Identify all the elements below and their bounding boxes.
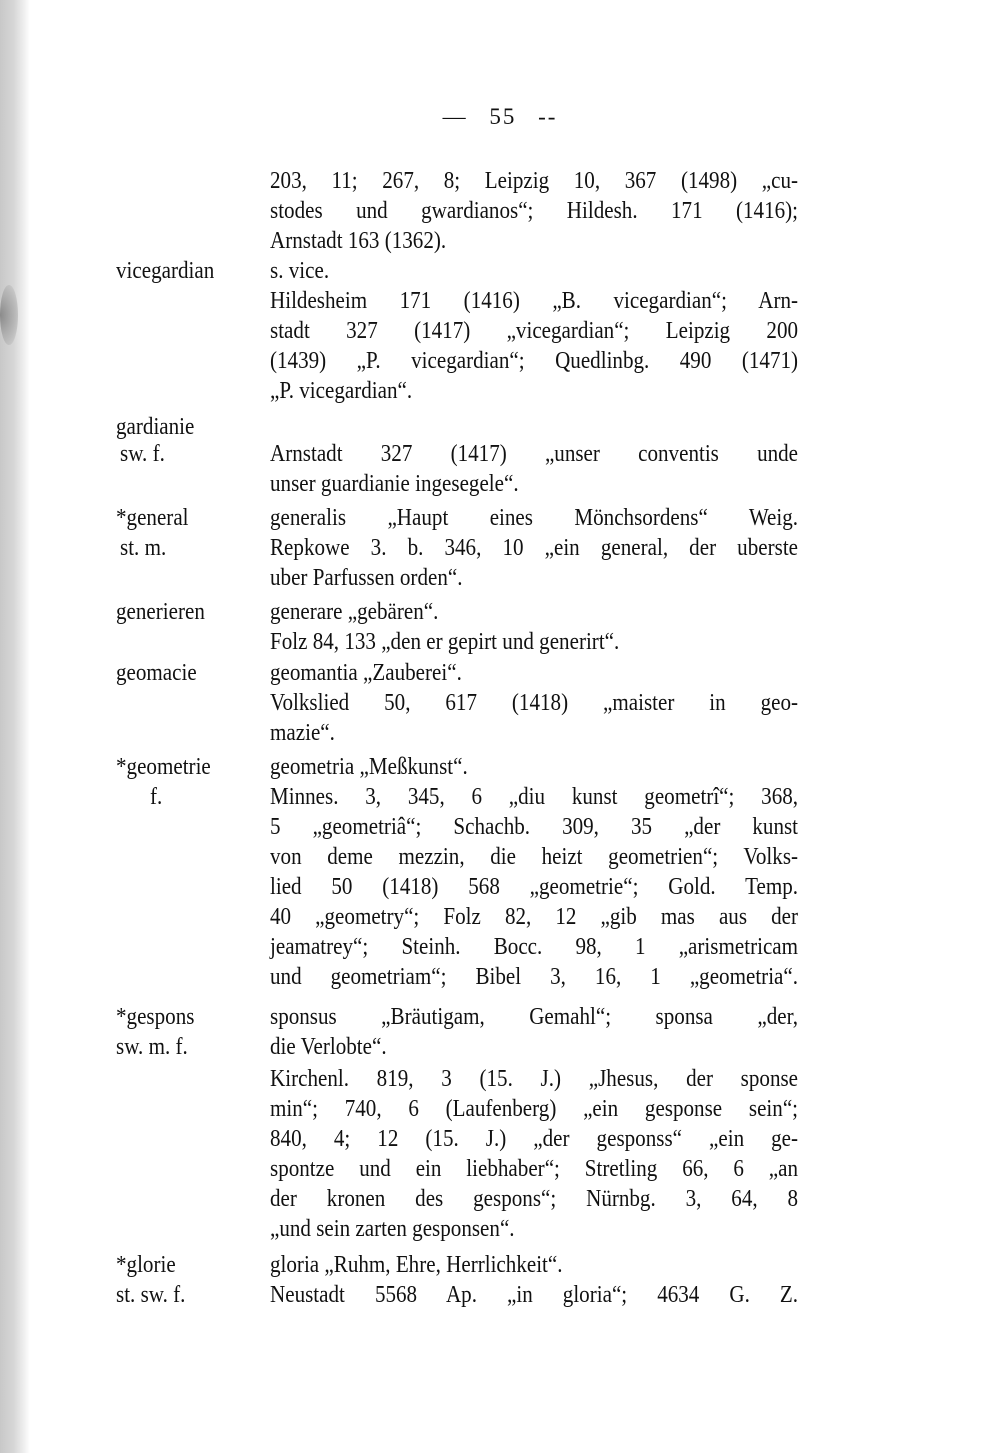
entry-line: jeamatrey“; Steinh. Bocc. 98, 1 „arismetricam xyxy=(270,933,799,960)
entry-line: mazie“. xyxy=(270,719,335,746)
entry-lemma: *general xyxy=(116,504,189,531)
entry-lemma: *geometrie xyxy=(116,753,211,780)
entry-line: und geometriam“; Bibel 3, 16, 1 „geometria“. xyxy=(270,963,799,990)
continuation-line: 203, 11; 267, 8; Leipzig 10, 367 (1498) „cu- xyxy=(270,167,799,194)
entry-line: Hildesheim 171 (1416) „B. vicegardian“; Arn- xyxy=(270,287,799,314)
continuation-line: Arnstadt 163 (1362). xyxy=(270,227,447,254)
entry-line: unser guardianie ingesegele“. xyxy=(270,470,519,497)
entry-line: Repkowe 3. b. 346, 10 „ein general, der uberste xyxy=(270,534,799,561)
entry-grammar: sw. f. xyxy=(120,440,165,467)
header-dash-left: — xyxy=(442,104,468,129)
entry-line: Minnes. 3, 345, 6 „diu kunst geometrî“; 368, xyxy=(270,783,799,810)
entry-line: von deme mezzin, die heizt geometrien“; Volks- xyxy=(270,843,799,870)
entry-line: uber Parfussen orden“. xyxy=(270,564,463,591)
entry-line: gloria „Ruhm, Ehre, Herrlichkeit“. xyxy=(270,1251,563,1278)
entry-line: s. vice. xyxy=(270,257,330,284)
scan-edge-shadow xyxy=(0,0,30,1453)
page-number: 55 xyxy=(489,104,517,129)
entry-line: „P. vicegardian“. xyxy=(270,377,413,404)
scan-edge-blot xyxy=(0,285,18,345)
entry-line: sponsus „Bräutigam, Gemahl“; sponsa „der, xyxy=(270,1003,799,1030)
entry-line: Arnstadt 327 (1417) „unser conventis unde xyxy=(270,440,799,467)
entry-line: die Verlobte“. xyxy=(270,1033,387,1060)
continuation-line: stodes und gwardianos“; Hildesh. 171 (1416); xyxy=(270,197,799,224)
entry-lemma: gardianie xyxy=(116,413,195,440)
entry-line: generalis „Haupt eines Mönchsordens“ Weig. xyxy=(270,504,799,531)
entry-line: min“; 740, 6 (Laufenberg) „ein gesponse sein“; xyxy=(270,1095,799,1122)
entry-line: der kronen des gespons“; Nürnbg. 3, 64, 8 xyxy=(270,1185,799,1212)
entry-line: „und sein zarten gesponsen“. xyxy=(270,1215,515,1242)
entry-line: Kirchenl. 819, 3 (15. J.) „Jhesus, der sponse xyxy=(270,1065,799,1092)
header-dash-right: -- xyxy=(538,104,558,129)
entry-grammar: sw. m. f. xyxy=(116,1033,188,1060)
entry-line: lied 50 (1418) 568 „geometrie“; Gold. Temp. xyxy=(270,873,799,900)
entry-line: (1439) „P. vicegardian“; Quedlinbg. 490 (1471) xyxy=(270,347,799,374)
entry-grammar: f. xyxy=(150,783,163,810)
page-header xyxy=(0,104,1000,130)
entry-lemma: vicegardian xyxy=(116,257,215,284)
entry-grammar: st. sw. f. xyxy=(116,1281,186,1308)
entry-line: Folz 84, 133 „den er gepirt und generirt“. xyxy=(270,628,620,655)
entry-line: Volkslied 50, 617 (1418) „maister in geo- xyxy=(270,689,799,716)
entry-lemma: generieren xyxy=(116,598,205,625)
entry-line: geometria „Meßkunst“. xyxy=(270,753,468,780)
entry-line: stadt 327 (1417) „vicegardian“; Leipzig 200 xyxy=(270,317,799,344)
entry-line: geomantia „Zauberei“. xyxy=(270,659,462,686)
entry-lemma: *gespons xyxy=(116,1003,195,1030)
entry-line: generare „gebären“. xyxy=(270,598,439,625)
entry-lemma: geomacie xyxy=(116,659,197,686)
entry-grammar: st. m. xyxy=(120,534,167,561)
entry-line: 5 „geometriâ“; Schachb. 309, 35 „der kunst xyxy=(270,813,799,840)
entry-lemma: *glorie xyxy=(116,1251,176,1278)
entry-line: Neustadt 5568 Ap. „in gloria“; 4634 G. Z. xyxy=(270,1281,799,1308)
entry-line: 40 „geometry“; Folz 82, 12 „gib mas aus der xyxy=(270,903,799,930)
entry-line: spontze und ein liebhaber“; Stretling 66, 6 „an xyxy=(270,1155,799,1182)
entry-line: 840, 4; 12 (15. J.) „der gesponss“ „ein ge- xyxy=(270,1125,799,1152)
